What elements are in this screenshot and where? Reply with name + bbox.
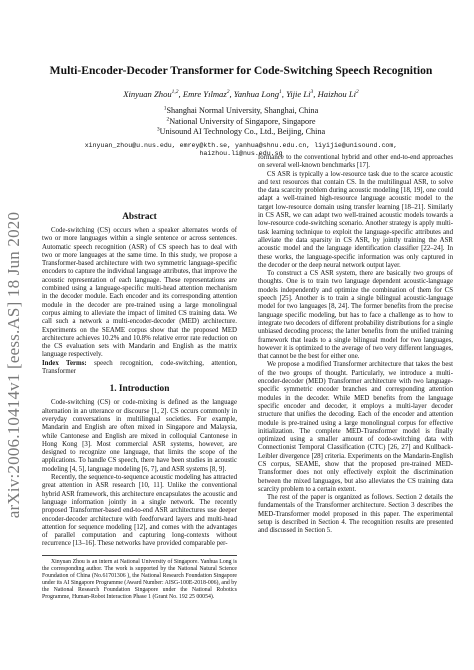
index-terms-label: Index Terms: (42, 359, 87, 367)
introduction-heading: 1. Introduction (109, 384, 170, 395)
paragraph: The rest of the paper is organized as follows. Section 2 details the fundamentals of the Transformer architecture. Section 3 describes the MED-Transformer model proposed in this paper. The experimental setup is described in Section 4. The recognition results are presented and discussed in Section 5. (258, 494, 453, 535)
affiliation: $^1$Shanghai Normal University, Shanghai, China (163, 105, 319, 115)
email-line: haizhou.li@nus.edu.sg (199, 150, 283, 158)
paragraph: To construct a CS ASR system, there are basically two groups of thoughts. One is to train two language dependent acoustic-language models independently and optimize the combination of them for CS speech [25]. Another is to train a single bilingual acoustic-language model for two languages [8, 24]. The former benefits from the precise language specific modeling, but has to face a challenge as to how to integrate two decoders of different probability distributions for a single unbiased decoding process; the latter benefits from the unified training framework that leads to a single bilingual model for two languages, however it is optimized to the average of two very different languages, that cannot be the best for either one. (258, 270, 453, 361)
affiliation-list (36, 106, 446, 138)
abstract-heading: Abstract (122, 212, 157, 222)
affiliation: $^3$Unisound AI Technology Co., Ltd., Beijing, China (156, 126, 326, 136)
author: Xinyuan Zhou$^{1,2}$, (123, 89, 183, 99)
paragraph: We propose a modified Transformer architecture that takes the best of the two groups of thought. Particularly, we introduce a multi-encoder-decoder (MED) Transformer architecture with two language-specific symmetric encoder branches and corresponding attention modules in the decoder. While MED benefits from the language specific encoder and decoder, it employs a multi-layer decoder structure that unifies the decoding. Each of the encoder and attention module is pre-trained using a large monolingual corpus for effective initialization. The complete MED-Transformer model is finally optimized using a smaller amount of code-switching data with Connectionist Temporal Classification (CTC) [26, 27] and Kullback-Leibler divergence [28] criteria. Experiments on the Mandarin-English CS corpus, SEAME, show that the proposed pre-trained MED-Transformer does not only effectively exploit the discrimination between the mixed languages, but also alleviates the CS training data scarcity problem to a certain extent. (258, 361, 453, 493)
footnote (42, 555, 237, 601)
paper-title: Multi-Encoder-Decoder Transformer for Code-Switching Speech Recognition (49, 64, 433, 77)
author: Emre Yılmaz$^2$, (182, 89, 234, 99)
paper-header (36, 64, 446, 159)
affiliation: $^2$National University of Singapore, Singapore (166, 115, 316, 126)
paragraph: Recently, the sequence-to-sequence acoustic modeling has attracted great attention in ASR research [10, 11]. Unlike the conventional hybrid ASR framework, this architecture encapsulates the acoustic and language information jointly in a single network. The recently proposed Transformer-based end-to-end ASR architectures use deeper encoder-decoder architecture with feedforward layers and multi-head attention for sequence modeling [12], and comes with the advantages of parallel computation and capturing long-contexts without recurrence [13–16]. These networks have provided comparable per- (42, 474, 237, 548)
paragraph: Code-switching (CS) or code-mixing is defined as the language alternation in an utterance or discourse [1, 2]. CS occurs commonly in everyday conversations in multilingual societies. For example, Mandarin and English are often mixed in Singapore and Malaysia, while Cantonese and English are mixed in colloquial Cantonese in Hong Kong [3]. Most commercial ASR systems, however, are designed to recognize one language, that limits the scope of the applications. To handle CS speech, there have been studies in acoustic modeling [4, 5], language modeling [6, 7], and ASR systems [8, 9]. (42, 399, 237, 473)
author: Yijie Li$^3$, (286, 89, 318, 99)
paragraph: CS ASR is typically a low-resource task due to the scarce acoustic and text resources that contain CS. In the multilingual ASR, to solve the data scarcity problem during acoustic modeling [18, 19], one could adapt a well-trained high-resource language acoustic model to the target low-resource domain using transfer learning [18–21]. Similarly in CS ASR, we can adapt two well-trained acoustic models towards a low-resource code-switching scenario. Another strategy is apply multi-task learning technique to exploit the language-specific attributes and alleviate the data sparsity in CS ASR, by jointly training the ASR acoustic model and the language identification classifier [22–24]. In these works, the language-specific information was only captured in the decoder or the deep neural network output layer. (258, 170, 453, 269)
right-column (258, 154, 453, 536)
left-column (42, 212, 237, 601)
abstract-text: Code-switching (CS) occurs when a speaker alternates words of two or more languages within a single sentence or across sentences. Automatic speech recognition (ASR) of CS speech has to deal with two or more languages at the same time. In this study, we propose a Transformer-based architecture with two symmetric language-specific encoders to capture the individual language attributes, that improve the acoustic representation of each language. These representations are combined using a language-specific multi-head attention mechanism in the decoder module. Each encoder and its corresponding attention module in the decoder are pre-trained using a large monolingual corpus aiming to alleviate the impact of limited CS training data. We call such a network a multi-encoder-decoder (MED) architecture. Experiments on the SEAME corpus show that the proposed MED architecture achieves 10.2% and 10.8% relative error rate reduction on the CS evaluation sets with Mandarin and English as the matrix language respectively. (42, 227, 237, 359)
author: Haizhou Li$^2$ (317, 89, 359, 99)
paragraph: formance to the conventional hybrid and other end-to-end approaches on several well-known benchmarks [17]. (258, 154, 453, 170)
author: Yanhua Long$^1$, (233, 89, 287, 99)
arxiv-stamp: arXiv:2006.10414v1 [eess.AS] 18 Jun 2020 (4, 211, 24, 519)
author-list (36, 89, 446, 100)
email-line: xinyuan_zhou@u.nus.edu, emrey@kth.se, yanhua@shnu.edu.cn, liyijie@unisound.com, (84, 141, 398, 149)
index-terms-text: speech recognition, code-switching, attention, Transformer (42, 359, 237, 376)
footnote-text: Xinyuan Zhou is an intern at National University of Singapore. Yanhua Long is the corresponding author. The work is supported by the National Natural Science Foundation of China (No.61701306 ), the National Research Foundation Singapore under its AI Singapore Programme (Award Number: AISG-100E-2018-006), and by the National Research Foundation Singapore under the National Robotics Programme, Human-Robot Interaction Phase 1 (Grant No. 192 25 00054). (42, 558, 237, 600)
index-terms (42, 360, 237, 377)
